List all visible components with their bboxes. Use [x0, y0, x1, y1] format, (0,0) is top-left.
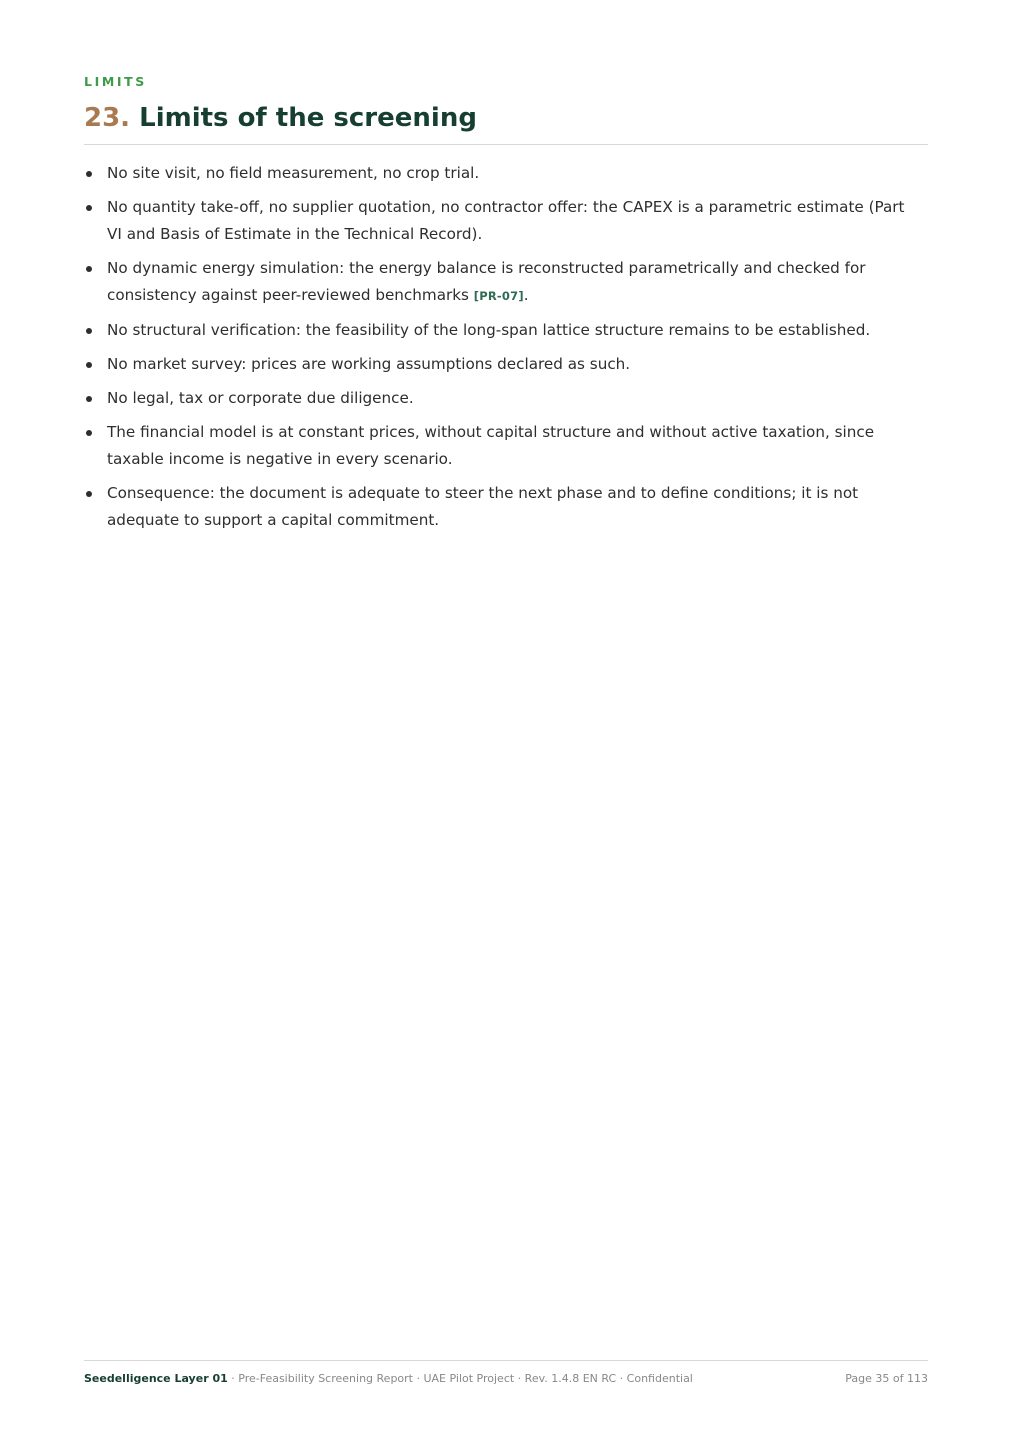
footer-brand: Seedelligence Layer 01: [84, 1372, 228, 1385]
list-item: [84, 160, 914, 187]
section-heading: [84, 100, 928, 136]
section-number: 23.: [84, 103, 131, 133]
list-item: [84, 385, 914, 412]
limits-list: [84, 160, 914, 541]
list-item: [84, 480, 914, 534]
list-item-punctuation: .: [523, 286, 529, 304]
section-title: Limits of the screening: [139, 103, 477, 133]
list-item-text: No site visit, no field measurement, no crop trial.: [107, 164, 480, 182]
footer-details: · Pre-Feasibility Screening Report · UAE Pilot Project · Rev. 1.4.8 EN RC · Confidential: [227, 1372, 693, 1385]
list-item-text: No market survey: prices are working assumptions declared as such.: [107, 355, 631, 373]
list-item-text: No dynamic energy simulation: the energy balance is reconstructed parametrically and checked for consistency against peer-reviewed benchmarks: [107, 259, 866, 304]
reference-tag: [PR-07]: [473, 289, 524, 303]
list-item-text: No legal, tax or corporate due diligence.: [107, 389, 414, 407]
page-footer: [84, 1371, 928, 1387]
footer-divider: [84, 1360, 928, 1361]
list-item-text: The financial model is at constant prices, without capital structure and without active taxation, since taxable income is negative in every scenario.: [107, 423, 875, 468]
list-item: [84, 351, 914, 378]
section-label: LIMITS: [84, 74, 147, 89]
list-item: [84, 194, 914, 248]
page-number: Page 35 of 113: [845, 1372, 928, 1385]
list-item-text: Consequence: the document is adequate to steer the next phase and to define conditions; it is not adequate to support a capital commitment.: [107, 484, 859, 529]
heading-divider: [84, 144, 928, 145]
list-item: [84, 255, 914, 310]
list-item-text: No quantity take-off, no supplier quotation, no contractor offer: the CAPEX is a parametric estimate (Part VI and Basis of Estimate in the Technical Record).: [107, 198, 905, 243]
document-page: [84, 0, 928, 1432]
list-item-text: No structural verification: the feasibility of the long-span lattice structure remains to be established.: [107, 321, 871, 339]
list-item: [84, 419, 914, 473]
list-item: [84, 317, 914, 344]
